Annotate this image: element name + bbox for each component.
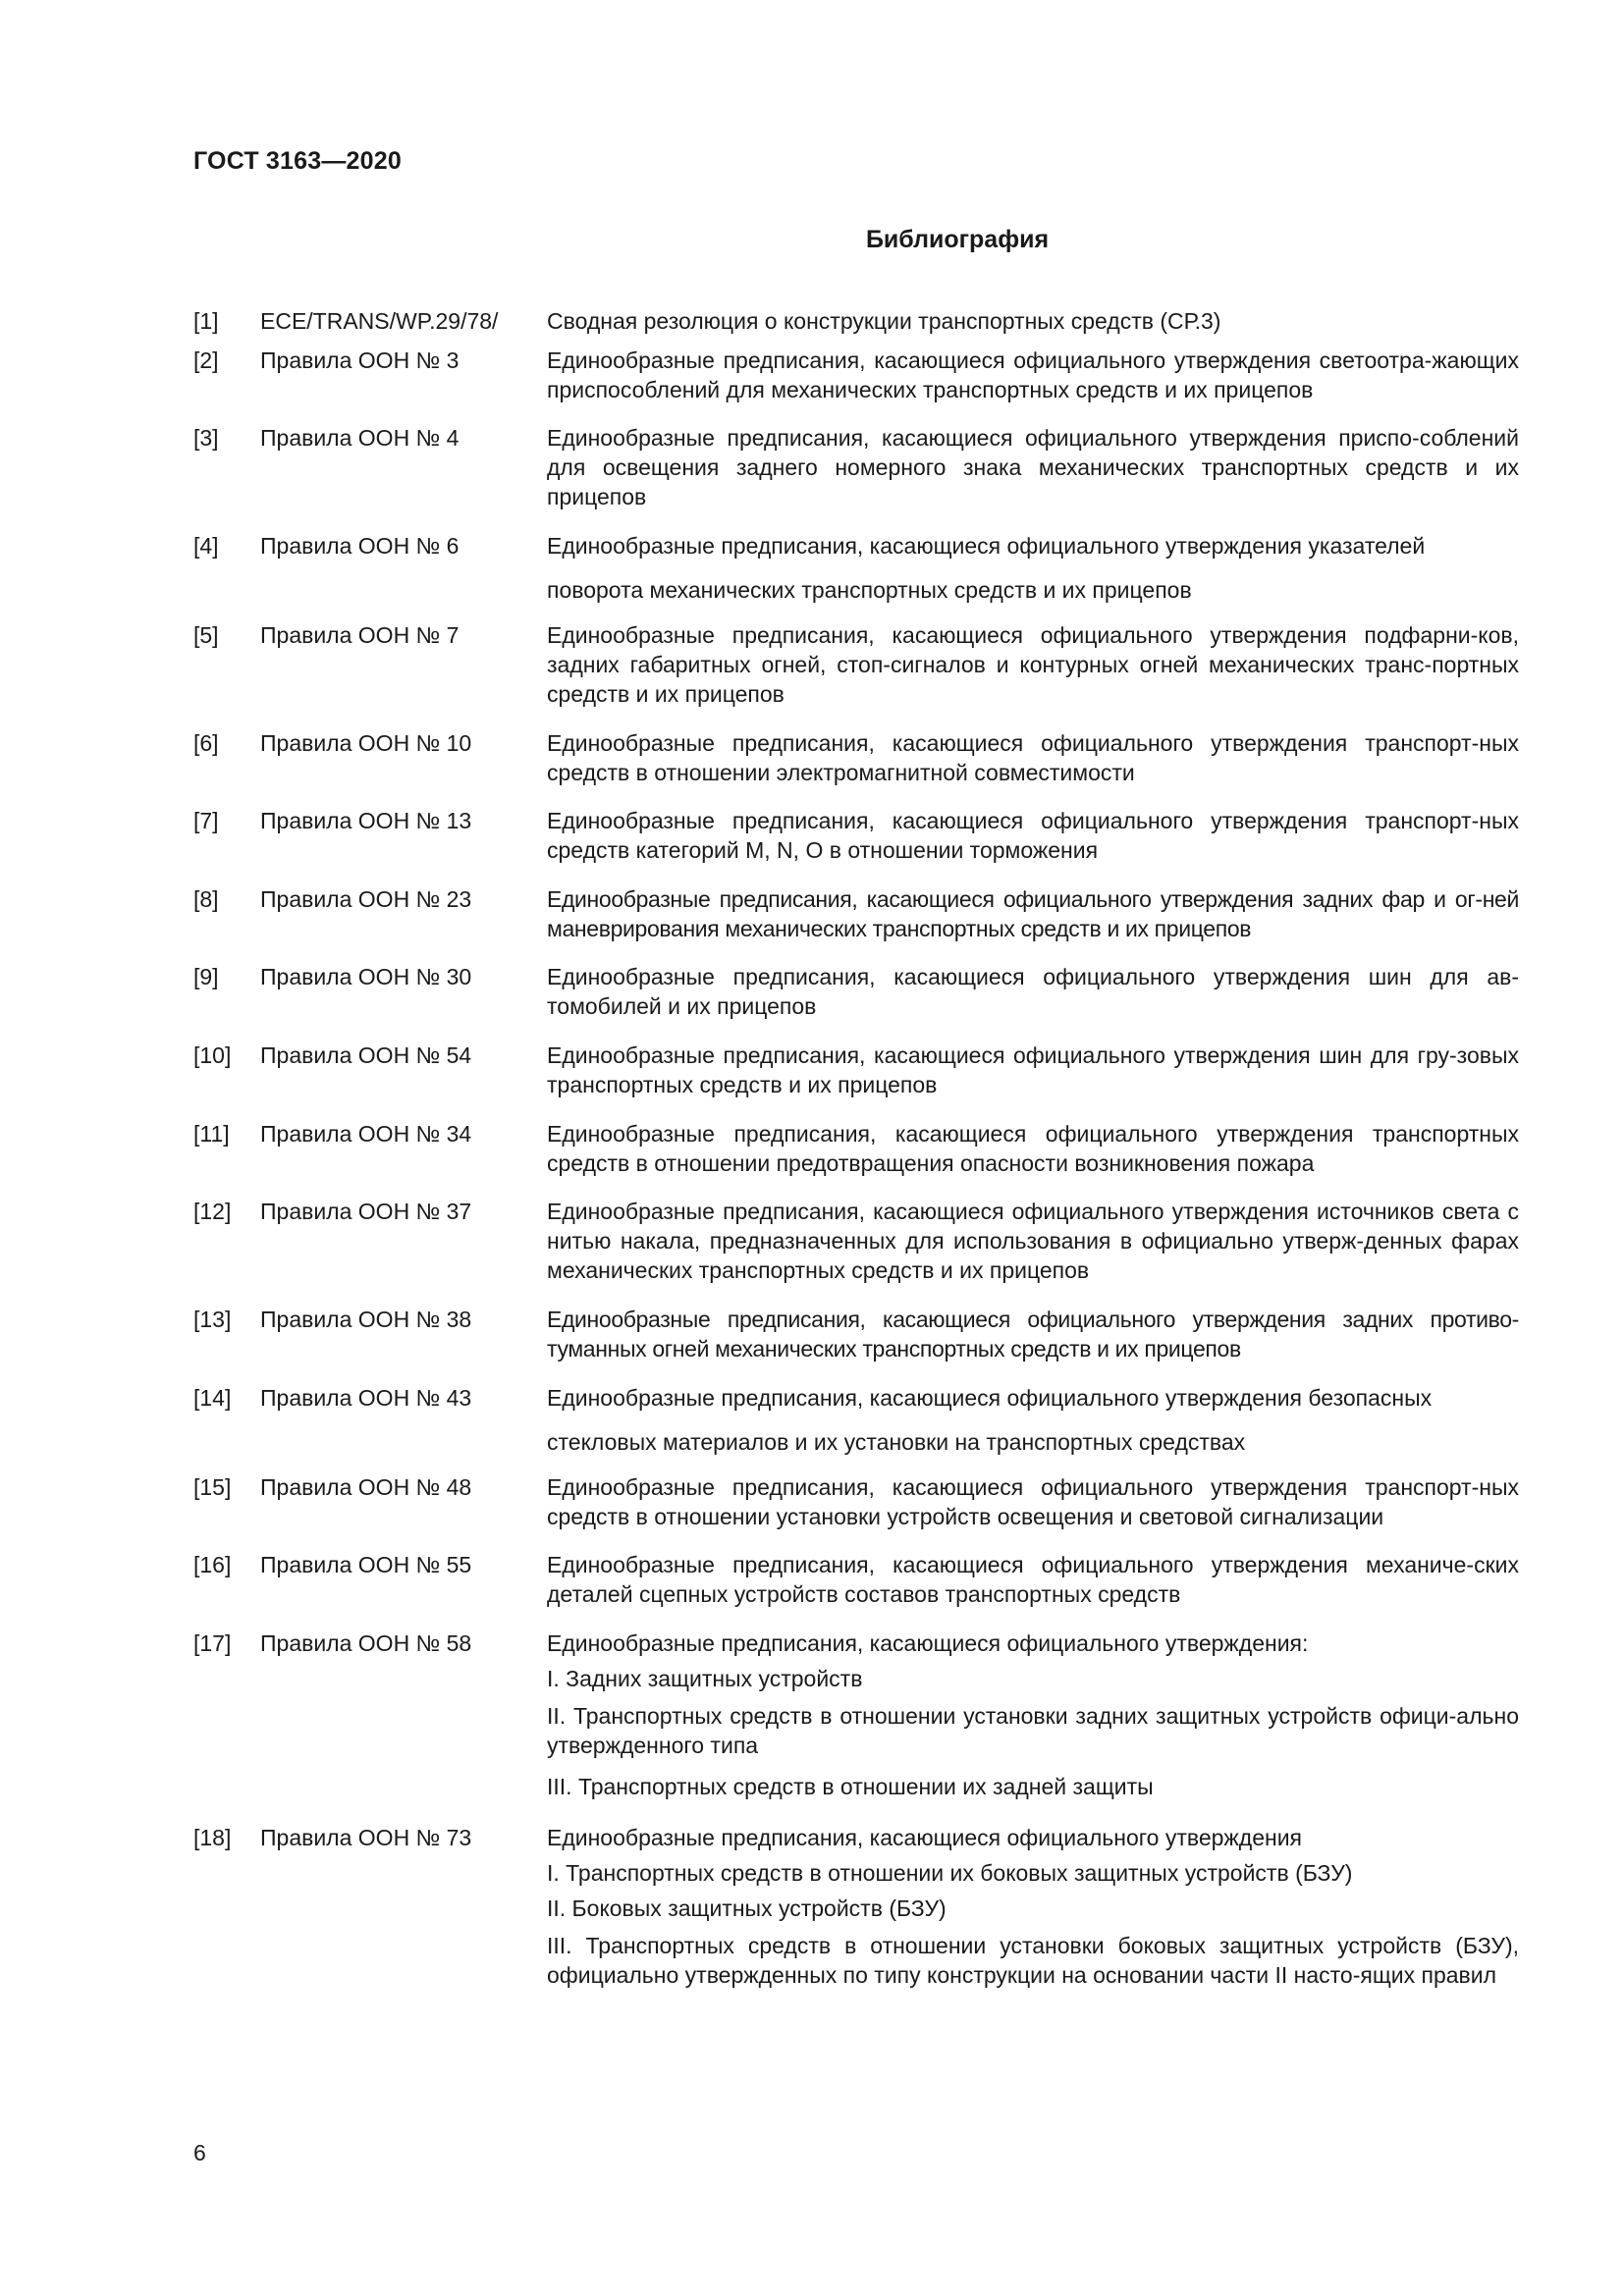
entry-paragraph: II. Транспортных средств в отношении установки задних защитных устройств офици-ально утвержденного типа xyxy=(547,1703,1519,1758)
page-title: Библиография xyxy=(865,226,1050,253)
entry-description xyxy=(547,1629,1519,1801)
entry-number: [7] xyxy=(193,808,219,833)
entry-description xyxy=(547,1383,1519,1457)
bibliography-entry xyxy=(193,1823,1519,1990)
entry-paragraph: Единообразные предписания, касающиеся официального утверждения указателей xyxy=(547,533,1426,559)
entry-description xyxy=(547,306,1519,336)
entry-paragraph: Единообразные предписания, касающиеся официального утверждения подфарни-ков, задних габаритных огней, стоп-сигналов и контурных огней механических транс-портных средств и их прицепов xyxy=(547,622,1519,707)
bibliography-list xyxy=(193,306,1519,1990)
entry-description xyxy=(547,1197,1519,1285)
entry-source: Правила ООН № 58 xyxy=(260,1630,472,1656)
entry-paragraph: Единообразные предписания, касающиеся официального утверждения транспорт-ных средств категорий М, N, О в отношении торможения xyxy=(547,808,1519,863)
bibliography-entry xyxy=(193,962,1519,1021)
entry-paragraph: стекловых материалов и их установки на транспортных средствах xyxy=(547,1429,1246,1455)
bibliography-entry xyxy=(193,1305,1519,1363)
entry-paragraph: Единообразные предписания, касающиеся официального утверждения: xyxy=(547,1630,1309,1656)
entry-source: Правила ООН № 48 xyxy=(260,1474,472,1500)
entry-number: [17] xyxy=(193,1630,232,1656)
entry-description xyxy=(547,1041,1519,1099)
bibliography-entry xyxy=(193,346,1519,404)
entry-paragraph: Единообразные предписания, касающиеся официального утверждения задних фар и ог-ней маневрирования механических транспортных средств и их прицепов xyxy=(547,886,1519,941)
entry-number: [15] xyxy=(193,1474,232,1500)
entry-description xyxy=(547,1823,1519,1990)
bibliography-entry xyxy=(193,728,1519,787)
bibliography-entry xyxy=(193,423,1519,511)
entry-number: [6] xyxy=(193,730,219,756)
entry-description xyxy=(547,884,1519,943)
entry-source: Правила ООН № 43 xyxy=(260,1385,472,1411)
entry-number: [9] xyxy=(193,964,219,989)
entry-paragraph: III. Транспортных средств в отношении установки боковых защитных устройств (БЗУ), официально утвержденных по типу конструкции на основании части II насто-ящих правил xyxy=(547,1933,1519,1988)
entry-paragraph: Единообразные предписания, касающиеся официального утверждения транспорт-ных средств в отношении установки устройств освещения и световой сигнализации xyxy=(547,1474,1519,1529)
entry-source: Правила ООН № 4 xyxy=(260,425,460,451)
entry-source: Правила ООН № 37 xyxy=(260,1199,472,1224)
entry-source: Правила ООН № 34 xyxy=(260,1121,472,1147)
entry-paragraph: II. Боковых защитных устройств (БЗУ) xyxy=(547,1896,947,1921)
bibliography-entry xyxy=(193,806,1519,865)
entry-number: [2] xyxy=(193,347,219,373)
entry-paragraph: I. Задних защитных устройств xyxy=(547,1666,863,1691)
entry-source: ECE/TRANS/WP.29/78/ xyxy=(260,308,499,334)
document-id: ГОСТ 3163—2020 xyxy=(193,147,402,175)
bibliography-entry xyxy=(193,620,1519,709)
entry-paragraph: Единообразные предписания, касающиеся официального утверждения источников света с нитью накала, предназначенных для использования в официально утверж-денных фарах механических транспортных средств и их прицепов xyxy=(547,1199,1519,1283)
entry-paragraph: III. Транспортных средств в отношении их задней защиты xyxy=(547,1774,1154,1799)
entry-description xyxy=(547,346,1519,404)
entry-description xyxy=(547,423,1519,511)
entry-description xyxy=(547,1119,1519,1178)
entry-paragraph: Единообразные предписания, касающиеся официального утверждения транспортных средств в отношении предотвращения опасности возникновения пожара xyxy=(547,1121,1519,1176)
entry-paragraph: Сводная резолюция о конструкции транспортных средств (СР.3) xyxy=(547,308,1221,334)
bibliography-entry xyxy=(193,531,1519,605)
entry-source: Правила ООН № 38 xyxy=(260,1307,472,1332)
entry-number: [14] xyxy=(193,1385,232,1411)
bibliography-entry xyxy=(193,1383,1519,1457)
entry-number: [3] xyxy=(193,425,219,451)
entry-description xyxy=(547,1550,1519,1609)
bibliography-entry xyxy=(193,884,1519,943)
entry-source: Правила ООН № 7 xyxy=(260,622,460,648)
entry-paragraph: Единообразные предписания, касающиеся официального утверждения механиче-ских деталей сцепных устройств составов транспортных средств xyxy=(547,1552,1519,1607)
entry-description xyxy=(547,1305,1519,1363)
entry-source: Правила ООН № 3 xyxy=(260,347,460,373)
page-number: 6 xyxy=(193,2140,206,2165)
entry-source: Правила ООН № 6 xyxy=(260,533,460,559)
entry-paragraph: Единообразные предписания, касающиеся официального утверждения шин для гру-зовых транспортных средств и их прицепов xyxy=(547,1042,1519,1097)
entry-number: [12] xyxy=(193,1199,232,1224)
entry-paragraph: Единообразные предписания, касающиеся официального утверждения задних противо-туманных огней механических транспортных средств и их прицепов xyxy=(547,1307,1519,1362)
entry-paragraph: Единообразные предписания, касающиеся официального утверждения xyxy=(547,1825,1303,1850)
bibliography-entry xyxy=(193,306,1519,336)
entry-paragraph: Единообразные предписания, касающиеся официального утверждения шин для ав-томобилей и их прицепов xyxy=(547,964,1519,1019)
entry-description xyxy=(547,806,1519,865)
bibliography-entry xyxy=(193,1629,1519,1801)
bibliography-entry xyxy=(193,1041,1519,1099)
entry-source: Правила ООН № 30 xyxy=(260,964,472,989)
entry-number: [16] xyxy=(193,1552,232,1577)
entry-paragraph: I. Транспортных средств в отношении их боковых защитных устройств (БЗУ) xyxy=(547,1860,1353,1886)
entry-paragraph: Единообразные предписания, касающиеся официального утверждения светоотра-жающих приспособлений для механических транспортных средств и их прицепов xyxy=(547,347,1519,402)
entry-description xyxy=(547,1472,1519,1531)
entry-description xyxy=(547,728,1519,787)
entry-paragraph: Единообразные предписания, касающиеся официального утверждения транспорт-ных средств в отношении электромагнитной совместимости xyxy=(547,730,1519,785)
entry-description xyxy=(547,962,1519,1021)
entry-number: [5] xyxy=(193,622,219,648)
entry-source: Правила ООН № 13 xyxy=(260,808,472,833)
bibliography-entry xyxy=(193,1550,1519,1609)
entry-description xyxy=(547,531,1519,605)
bibliography-entry xyxy=(193,1197,1519,1285)
entry-paragraph: Единообразные предписания, касающиеся официального утверждения приспо-соблений для освещения заднего номерного знака механических транспортных средств и их прицепов xyxy=(547,425,1519,509)
entry-source: Правила ООН № 10 xyxy=(260,730,472,756)
bibliography-entry xyxy=(193,1119,1519,1178)
entry-number: [8] xyxy=(193,886,219,912)
entry-number: [1] xyxy=(193,308,219,334)
entry-source: Правила ООН № 55 xyxy=(260,1552,472,1577)
entry-number: [4] xyxy=(193,533,219,559)
entry-paragraph: поворота механических транспортных средств и их прицепов xyxy=(547,577,1192,603)
entry-paragraph: Единообразные предписания, касающиеся официального утверждения безопасных xyxy=(547,1385,1433,1411)
entry-source: Правила ООН № 54 xyxy=(260,1042,472,1068)
entry-description xyxy=(547,620,1519,709)
entry-number: [13] xyxy=(193,1307,232,1332)
entry-number: [11] xyxy=(193,1121,230,1147)
entry-source: Правила ООН № 23 xyxy=(260,886,472,912)
entry-number: [10] xyxy=(193,1042,232,1068)
bibliography-entry xyxy=(193,1472,1519,1531)
entry-source: Правила ООН № 73 xyxy=(260,1825,472,1850)
entry-number: [18] xyxy=(193,1825,232,1850)
